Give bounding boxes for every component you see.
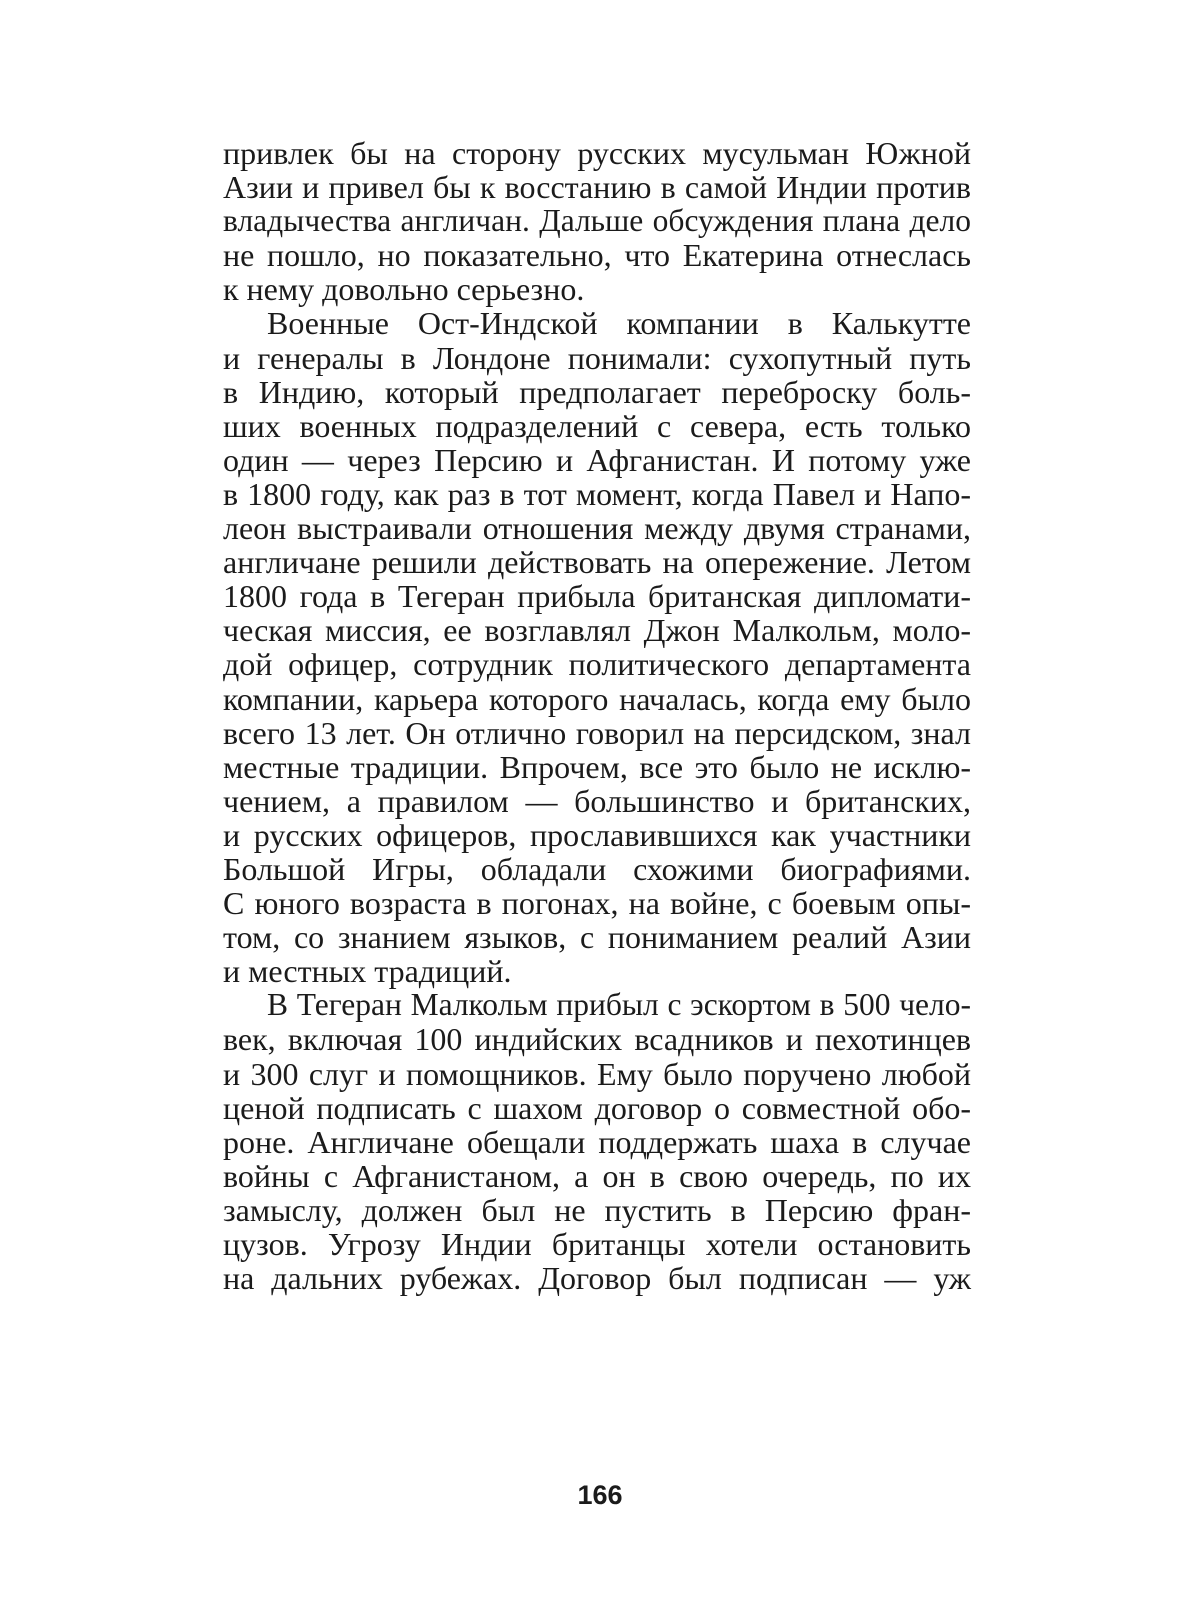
page-number: 166 (577, 1480, 623, 1510)
text-line: С юного возраста в погонах, на войне, с боевым опы- (223, 885, 971, 922)
text-line: и русских офицеров, прославившихся как участники (223, 816, 971, 853)
text-line: ческая миссия, ее возглавлял Джон Малкольм, моло- (223, 612, 971, 649)
text-line: замыслу, должен был не пустить в Персию фран- (223, 1191, 971, 1228)
text-line: к нему довольно серьезно. (223, 271, 585, 308)
paragraph-start-line: Военные Ост-Индской компании в Калькутте (267, 305, 971, 342)
body-text (223, 136, 971, 1295)
text-line: один — через Персию и Афганистан. И потому уже (223, 441, 971, 478)
text-line: привлек бы на сторону русских мусульман Южной (223, 135, 971, 171)
text-line: дой офицер, сотрудник политического департамента (223, 646, 971, 683)
text-line: владычества англичан. Дальше обсуждения плана дело (223, 203, 971, 239)
text-line: всего 13 лет. Он отлично говорил на персидском, знал (223, 714, 971, 751)
text-line: цузов. Угрозу Индии британцы хотели остановить (223, 1226, 971, 1262)
paragraph-start-line: В Тегеран Малкольм прибыл с эскортом в 500 чело- (267, 987, 971, 1023)
text-line: и 300 слуг и помощников. Ему было поручено любой (223, 1055, 971, 1092)
text-line: компании, карьера которого началась, когда ему было (223, 680, 971, 717)
text-line: и генералы в Лондоне понимали: сухопутный путь (223, 339, 971, 376)
text-line: леон выстраивали отношения между двумя странами, (223, 510, 971, 547)
text-line: и местных традиций. (223, 953, 512, 990)
text-line: ценой подписать с шахом договор о совместной обо- (223, 1089, 971, 1126)
text-line: роне. Англичане обещали поддержать шаха в случае (223, 1123, 971, 1160)
text-line: на дальних рубежах. Договор был подписан — уж (223, 1260, 971, 1297)
text-line: ших военных подразделений с севера, есть только (223, 407, 971, 444)
text-line: Азии и привел бы к восстанию в самой Индии против (223, 169, 971, 206)
text-line: не пошло, но показательно, что Екатерина отнеслась (223, 237, 971, 274)
text-line: чением, а правилом — большинство и британских, (223, 782, 971, 819)
text-line: в 1800 году, как раз в тот момент, когда Павел и Напо- (223, 475, 971, 512)
text-line: 1800 года в Тегеран прибыла британская дипломати- (223, 578, 971, 615)
text-line: войны с Афганистаном, а он в свою очередь, по их (223, 1157, 971, 1194)
text-line: местные традиции. Впрочем, все это было не исклю- (223, 748, 971, 785)
text-line: англичане решили действовать на опережение. Летом (223, 544, 971, 581)
text-line: Большой Игры, обладали схожими биографиями. (223, 850, 971, 887)
text-line: век, включая 100 индийских всадников и пехотинцев (223, 1021, 971, 1058)
text-line: в Индию, который предполагает переброску боль- (223, 373, 971, 410)
text-line: том, со знанием языков, с пониманием реалий Азии (223, 919, 971, 956)
